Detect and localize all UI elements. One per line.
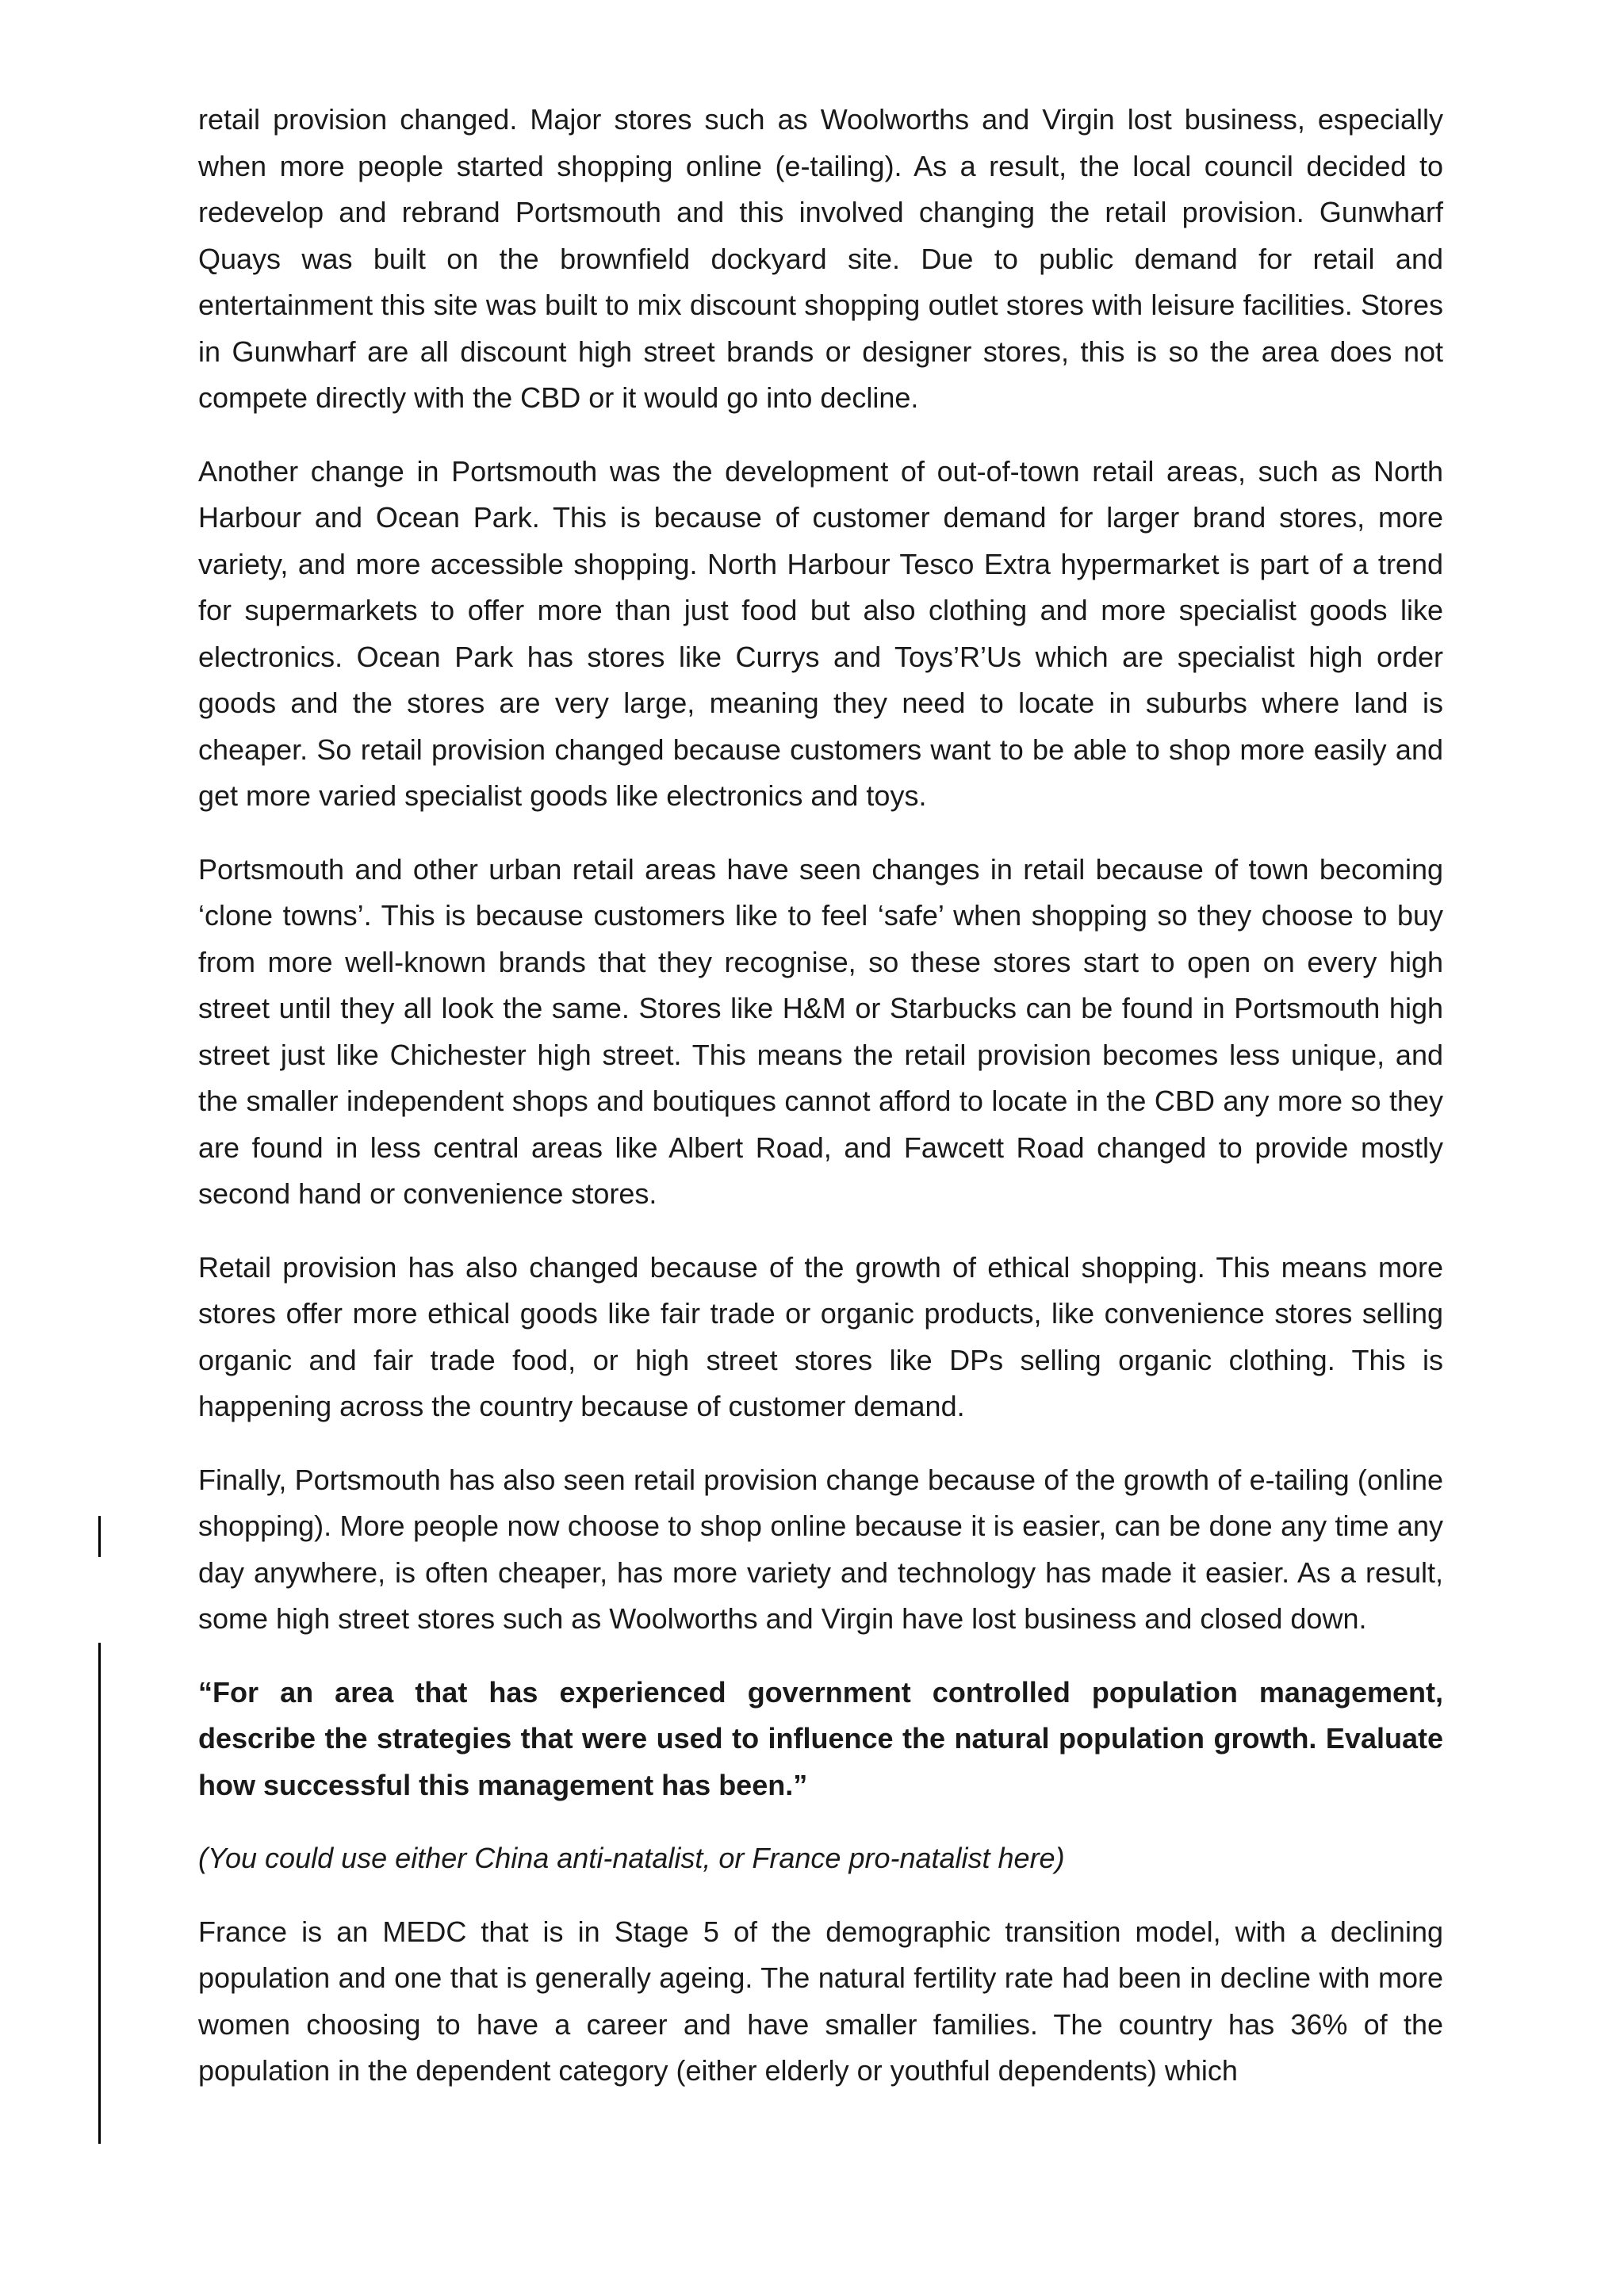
paragraph-retail-redevelopment: retail provision changed. Major stores such as Woolworths and Virgin lost business, especially when more people started shopping online (e-tailing). As a result, the local council decided to redevelop and rebrand Portsmouth and this involved changing the retail provision. Gunwharf Quays was built on the brownfield dockyard site. Due to public demand for retail and entertainment this site was built to mix discount shopping outlet stores with leisure facilities. Stores in Gunwharf are all discount high street brands or designer stores, this is so the area does not compete directly with the CBD or it would go into decline. [198,103,1443,414]
exam-question: “For an area that has experienced government controlled population management, describe the strategies that were used to influence the natural population growth. Evaluate how successful this management has been.” [198,1675,1443,1801]
paragraph-ethical-shopping: Retail provision has also changed because of the growth of ethical shopping. This means more stores offer more ethical goods like fair trade or organic products, like convenience stores selling organic and fair trade food, or high street stores like DPs selling organic clothing. This is happening across the country because of customer demand. [198,1250,1443,1422]
paragraph-france-population: France is an MEDC that is in Stage 5 of the demographic transition model, with a declining population and one that is generally ageing. The natural fertility rate had been in decline with more women choosing to have a career and have smaller families. The country has 36% of the population in the dependent category (either elderly or youthful dependents) which [198,1915,1443,2087]
paragraph-e-tailing: Finally, Portsmouth has also seen retail provision change because of the growth of e-tailing (online shopping). More people now choose to shop online because it is easier, can be done any time any day anywhere, is often cheaper, has more variety and technology has made it easier. As a result, some high street stores such as Woolworths and Virgin have lost business and closed down. [198,1463,1443,1635]
question-hint: (You could use either China anti-natalist, or France pro-natalist here) [198,1842,1065,1874]
paragraph-out-of-town-retail: Another change in Portsmouth was the development of out-of-town retail areas, such as North Harbour and Ocean Park. This is because of customer demand for larger brand stores, more variety, and more accessible shopping. North Harbour Tesco Extra hypermarket is part of a trend for supermarkets to offer more than just food but also clothing and more specialist goods like electronics. Ocean Park has stores like Currys and Toys’R’Us which are specialist high order goods and the stores are very large, meaning they need to locate in suburbs where land is cheaper. So retail provision changed because customers want to be able to shop more easily and get more varied specialist goods like electronics and toys. [198,454,1443,812]
revision-change-bar [98,1516,101,1557]
document-body [198,97,1443,2095]
paragraph-clone-towns: Portsmouth and other urban retail areas have seen changes in retail because of town becoming ‘clone towns’. This is because customers like to feel ‘safe’ when shopping so they choose to buy from more well-known brands that they recognise, so these stores start to open on every high street until they all look the same. Stores like H&M or Starbucks can be found in Portsmouth high street just like Chichester high street. This means the retail provision becomes less unique, and the smaller independent shops and boutiques cannot afford to locate in the CBD any more so they are found in less central areas like Albert Road, and Fawcett Road changed to provide mostly second hand or convenience stores. [198,852,1443,1210]
revision-change-bar [98,1643,101,2144]
